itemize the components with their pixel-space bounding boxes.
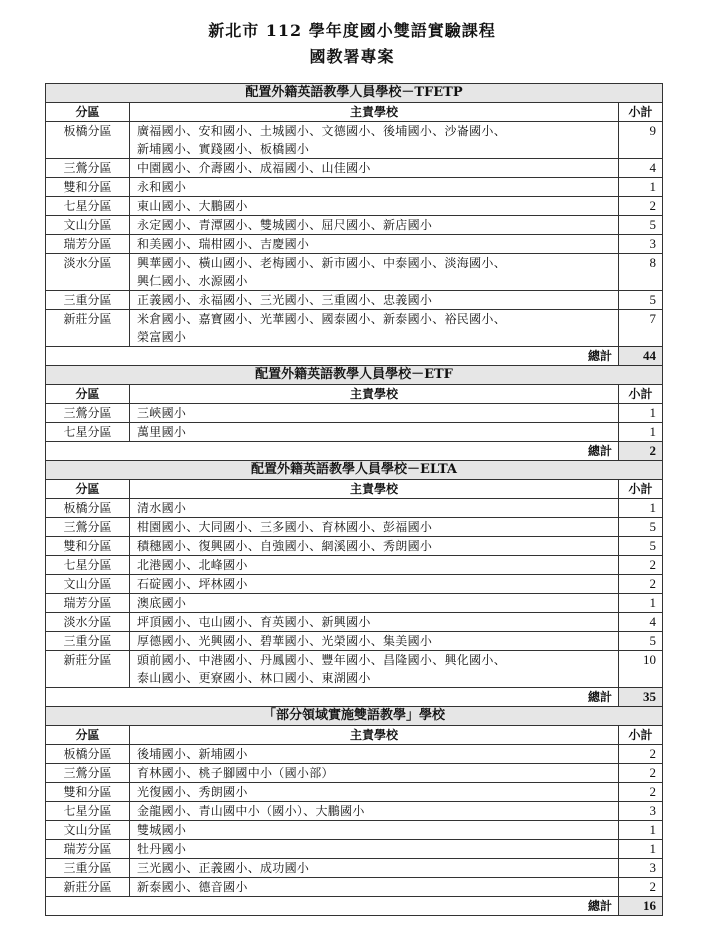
section-title-row (46, 84, 663, 103)
school-list-line: 柑園國小、大同國小、三多國小、育林國小、彭福國小 (137, 520, 433, 534)
subtotal-cell: 2 (619, 197, 663, 216)
school-list-line: 厚德國小、光興國小、碧華國小、光榮國小、集美國小 (137, 634, 433, 648)
school-list-line: 泰山國小、更寮國小、林口國小、東湖國小 (137, 671, 371, 685)
subtotal-cell: 1 (619, 423, 663, 442)
district-cell: 瑞芳分區 (46, 235, 130, 254)
subtotal-cell: 1 (619, 499, 663, 518)
school-list-line: 育林國小、桃子腳國中小（國小部） (137, 766, 334, 780)
section-title-row (46, 461, 663, 480)
table-row (46, 632, 663, 651)
school-list-line: 榮富國小 (137, 330, 187, 344)
table-row (46, 556, 663, 575)
total-value: 2 (619, 442, 663, 461)
subtotal-cell: 7 (619, 310, 663, 347)
district-cell: 七星分區 (46, 556, 130, 575)
schools-cell (130, 537, 619, 556)
column-header-row (46, 480, 663, 499)
school-list-line: 東山國小、大鵬國小 (137, 199, 248, 213)
header-schools: 主責學校 (130, 726, 619, 745)
school-list-line: 新泰國小、德音國小 (137, 880, 248, 894)
table-row (46, 821, 663, 840)
schools-cell (130, 499, 619, 518)
subtotal-cell: 5 (619, 518, 663, 537)
district-cell: 新莊分區 (46, 651, 130, 688)
school-list-line: 廣福國小、安和國小、土城國小、文德國小、後埔國小、沙崙國小、 (137, 124, 507, 138)
subtotal-cell: 1 (619, 821, 663, 840)
school-list-line: 永和國小 (137, 180, 187, 194)
schools-cell (130, 840, 619, 859)
table-row (46, 310, 663, 347)
column-header-row (46, 385, 663, 404)
district-cell: 淡水分區 (46, 254, 130, 291)
school-list-line: 萬里國小 (137, 425, 187, 439)
header-district: 分區 (46, 103, 130, 122)
school-list-line: 石碇國小、坪林國小 (137, 577, 248, 591)
school-list-line: 光復國小、秀朗國小 (137, 785, 248, 799)
section-title-row (46, 366, 663, 385)
district-cell: 新莊分區 (46, 878, 130, 897)
school-list-line: 後埔國小、新埔國小 (137, 747, 248, 761)
district-cell: 三重分區 (46, 859, 130, 878)
subtotal-cell: 5 (619, 216, 663, 235)
total-value: 16 (619, 897, 663, 916)
schools-cell (130, 594, 619, 613)
subtotal-cell: 4 (619, 613, 663, 632)
district-cell: 七星分區 (46, 423, 130, 442)
subtotal-cell: 2 (619, 783, 663, 802)
header-subtotal: 小計 (619, 726, 663, 745)
header-schools: 主責學校 (130, 103, 619, 122)
header-subtotal: 小計 (619, 385, 663, 404)
table-row (46, 159, 663, 178)
schools-cell (130, 613, 619, 632)
table-row (46, 764, 663, 783)
subtotal-cell: 4 (619, 159, 663, 178)
table-row (46, 651, 663, 688)
table-row (46, 802, 663, 821)
total-label: 總計 (46, 688, 619, 707)
table-row (46, 783, 663, 802)
schools-cell (130, 235, 619, 254)
table-row (46, 613, 663, 632)
schools-cell (130, 575, 619, 594)
header-district: 分區 (46, 726, 130, 745)
section-title: 配置外籍英語教學人員學校－ELTA (46, 461, 663, 480)
subtotal-cell: 2 (619, 878, 663, 897)
district-cell: 文山分區 (46, 821, 130, 840)
schools-cell (130, 518, 619, 537)
subtotal-cell: 3 (619, 859, 663, 878)
subtotal-cell: 5 (619, 632, 663, 651)
school-list-line: 和美國小、瑞柑國小、吉慶國小 (137, 237, 310, 251)
table-row (46, 537, 663, 556)
total-label: 總計 (46, 897, 619, 916)
district-cell: 板橋分區 (46, 499, 130, 518)
schools-cell (130, 122, 619, 159)
school-list-line: 金龍國小、青山國中小（國小）、大鵬國小 (137, 804, 365, 818)
schools-cell (130, 556, 619, 575)
table-row (46, 122, 663, 159)
school-list-line: 正義國小、永福國小、三光國小、三重國小、忠義國小 (137, 293, 433, 307)
schools-cell (130, 178, 619, 197)
table-row (46, 254, 663, 291)
table-row (46, 423, 663, 442)
district-cell: 淡水分區 (46, 613, 130, 632)
document-title: 新北市 112 學年度國小雙語實驗課程 (208, 21, 496, 40)
schools-table-body (46, 84, 663, 916)
school-list-line: 頭前國小、中港國小、丹鳳國小、豐年國小、昌隆國小、興化國小、 (137, 653, 507, 667)
subtotal-cell: 10 (619, 651, 663, 688)
schools-table (45, 83, 663, 916)
district-cell: 新莊分區 (46, 310, 130, 347)
schools-cell (130, 254, 619, 291)
table-row (46, 518, 663, 537)
subtotal-cell: 3 (619, 802, 663, 821)
subtotal-cell: 3 (619, 235, 663, 254)
district-cell: 三鶯分區 (46, 518, 130, 537)
district-cell: 瑞芳分區 (46, 594, 130, 613)
table-row (46, 859, 663, 878)
header-subtotal: 小計 (619, 103, 663, 122)
subtotal-cell: 5 (619, 537, 663, 556)
district-cell: 文山分區 (46, 575, 130, 594)
district-cell: 雙和分區 (46, 783, 130, 802)
table-row (46, 197, 663, 216)
district-cell: 三鶯分區 (46, 159, 130, 178)
subtotal-cell: 1 (619, 840, 663, 859)
section-title-row (46, 707, 663, 726)
schools-cell (130, 632, 619, 651)
subtotal-cell: 2 (619, 745, 663, 764)
schools-table-container (45, 83, 662, 916)
district-cell: 七星分區 (46, 802, 130, 821)
school-list-line: 永定國小、青潭國小、雙城國小、屈尺國小、新店國小 (137, 218, 433, 232)
subtotal-cell: 9 (619, 122, 663, 159)
total-value: 35 (619, 688, 663, 707)
district-cell: 三重分區 (46, 291, 130, 310)
school-list-line: 三峽國小 (137, 406, 187, 420)
district-cell: 雙和分區 (46, 178, 130, 197)
district-cell: 板橋分區 (46, 122, 130, 159)
table-row (46, 404, 663, 423)
table-row (46, 594, 663, 613)
schools-cell (130, 745, 619, 764)
schools-cell (130, 404, 619, 423)
subtotal-cell: 8 (619, 254, 663, 291)
school-list-line: 清水國小 (137, 501, 187, 515)
school-list-line: 新埔國小、實踐國小、板橋國小 (137, 142, 310, 156)
subtotal-cell: 1 (619, 178, 663, 197)
table-row (46, 235, 663, 254)
total-label: 總計 (46, 442, 619, 461)
schools-cell (130, 802, 619, 821)
school-list-line: 三光國小、正義國小、成功國小 (137, 861, 310, 875)
schools-cell (130, 821, 619, 840)
header-district: 分區 (46, 385, 130, 404)
table-row (46, 575, 663, 594)
district-cell: 七星分區 (46, 197, 130, 216)
table-row (46, 745, 663, 764)
subtotal-cell: 2 (619, 556, 663, 575)
schools-cell (130, 651, 619, 688)
district-cell: 文山分區 (46, 216, 130, 235)
total-row (46, 347, 663, 366)
header-schools: 主責學校 (130, 480, 619, 499)
header-schools: 主責學校 (130, 385, 619, 404)
column-header-row (46, 726, 663, 745)
school-list-line: 北港國小、北峰國小 (137, 558, 248, 572)
total-row (46, 442, 663, 461)
subtotal-cell: 5 (619, 291, 663, 310)
school-list-line: 中園國小、介壽國小、成福國小、山佳國小 (137, 161, 371, 175)
schools-cell (130, 859, 619, 878)
table-row (46, 178, 663, 197)
schools-cell (130, 878, 619, 897)
section-title: 配置外籍英語教學人員學校－ETF (46, 366, 663, 385)
schools-cell (130, 216, 619, 235)
schools-cell (130, 159, 619, 178)
total-row (46, 897, 663, 916)
school-list-line: 坪頂國小、屯山國小、育英國小、新興國小 (137, 615, 371, 629)
school-list-line: 積穗國小、復興國小、自強國小、網溪國小、秀朗國小 (137, 539, 433, 553)
total-row (46, 688, 663, 707)
schools-cell (130, 764, 619, 783)
school-list-line: 興華國小、橫山國小、老梅國小、新市國小、中泰國小、淡海國小、 (137, 256, 507, 270)
district-cell: 雙和分區 (46, 537, 130, 556)
schools-cell (130, 291, 619, 310)
school-list-line: 牡丹國小 (137, 842, 187, 856)
subtotal-cell: 1 (619, 404, 663, 423)
total-value: 44 (619, 347, 663, 366)
table-row (46, 878, 663, 897)
subtotal-cell: 1 (619, 594, 663, 613)
header-district: 分區 (46, 480, 130, 499)
column-header-row (46, 103, 663, 122)
district-cell: 板橋分區 (46, 745, 130, 764)
total-label: 總計 (46, 347, 619, 366)
school-list-line: 雙城國小 (137, 823, 187, 837)
table-row (46, 840, 663, 859)
table-row (46, 291, 663, 310)
district-cell: 三鶯分區 (46, 764, 130, 783)
subtotal-cell: 2 (619, 764, 663, 783)
table-row (46, 499, 663, 518)
schools-cell (130, 310, 619, 347)
school-list-line: 興仁國小、水源國小 (137, 274, 248, 288)
district-cell: 瑞芳分區 (46, 840, 130, 859)
subtotal-cell: 2 (619, 575, 663, 594)
school-list-line: 米倉國小、嘉寶國小、光華國小、國泰國小、新泰國小、裕民國小、 (137, 312, 507, 326)
header-subtotal: 小計 (619, 480, 663, 499)
table-row (46, 216, 663, 235)
school-list-line: 澳底國小 (137, 596, 187, 610)
section-title: 「部分領域實施雙語教學」學校 (46, 707, 663, 726)
schools-cell (130, 197, 619, 216)
document-subtitle: 國教署專案 (309, 47, 395, 66)
schools-cell (130, 423, 619, 442)
district-cell: 三重分區 (46, 632, 130, 651)
district-cell: 三鶯分區 (46, 404, 130, 423)
section-title: 配置外籍英語教學人員學校－TFETP (46, 84, 663, 103)
schools-cell (130, 783, 619, 802)
